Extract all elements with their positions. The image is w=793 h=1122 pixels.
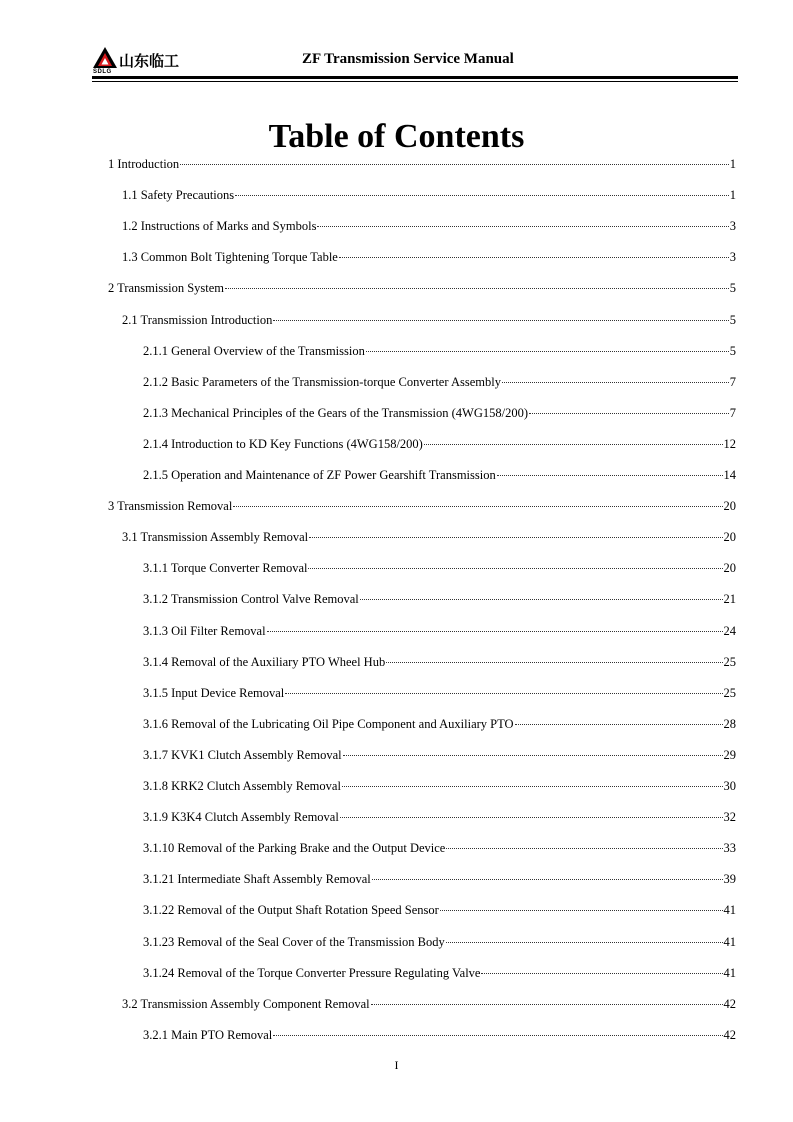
toc-entry[interactable]: [143, 962, 736, 981]
manual-title: ZF Transmission Service Manual: [302, 51, 514, 67]
toc-entry-title: 1 Introduction: [108, 157, 180, 171]
toc-entry-page: 5: [729, 312, 736, 327]
toc-entry[interactable]: [108, 495, 736, 514]
toc-entry-page: 42: [723, 996, 736, 1011]
toc-dot-leader: [371, 990, 723, 1005]
toc-entry[interactable]: [122, 246, 736, 265]
logo-chinese-text: 山东临工: [119, 52, 180, 70]
toc-entry-title: 2.1.1 General Overview of the Transmission: [143, 343, 365, 358]
header-rule-thin: [92, 81, 738, 82]
toc-entry[interactable]: [143, 340, 736, 359]
toc-dot-leader: [342, 772, 723, 787]
toc-entry-title: 3.1 Transmission Assembly Removal: [122, 530, 309, 545]
toc-entry-page: 42: [723, 1027, 736, 1042]
toc-dot-leader: [360, 585, 723, 600]
toc-entry-page: 14: [723, 468, 736, 482]
toc-dot-leader: [273, 1021, 722, 1036]
toc-entry[interactable]: [143, 775, 736, 794]
toc-entry-title: 3.2.1 Main PTO Removal: [143, 1027, 273, 1042]
toc-dot-leader: [515, 710, 723, 725]
toc-entry[interactable]: [143, 433, 736, 452]
toc-dot-leader: [180, 150, 729, 165]
toc-dot-leader: [366, 337, 729, 352]
page-title: Table of Contents: [268, 117, 525, 155]
toc-entry-title: 3.1.5 Input Device Removal: [143, 685, 285, 700]
toc-entry[interactable]: [143, 1024, 736, 1043]
toc-entry-title: 3.1.8 KRK2 Clutch Assembly Removal: [143, 779, 341, 793]
toc-entry-title: 3 Transmission Removal: [108, 499, 233, 514]
toc-dot-leader: [225, 274, 729, 289]
company-logo: [92, 46, 202, 76]
toc-entry-page: 25: [723, 654, 736, 669]
toc-entry[interactable]: [143, 744, 736, 763]
toc-entry[interactable]: [122, 184, 736, 203]
toc-entry-page: 5: [729, 281, 736, 296]
toc-entry-title: 1.2 Instructions of Marks and Symbols: [122, 219, 317, 234]
toc-dot-leader: [340, 803, 723, 818]
toc-entry-page: 1: [729, 157, 736, 171]
toc-dot-leader: [446, 834, 722, 849]
toc-dot-leader: [233, 492, 722, 507]
toc-entry[interactable]: [143, 899, 736, 918]
toc-entry-title: 3.1.23 Removal of the Seal Cover of the Transmission Body: [143, 934, 445, 949]
toc-entry[interactable]: [122, 526, 736, 545]
toc-entry-page: 3: [729, 219, 736, 234]
toc-entry[interactable]: [143, 588, 736, 607]
toc-dot-leader: [273, 306, 728, 321]
toc-entry-title: 3.1.22 Removal of the Output Shaft Rotation Speed Sensor: [143, 903, 439, 918]
toc-entry-page: 32: [723, 810, 736, 825]
toc-dot-leader: [309, 523, 722, 538]
toc-entry-title: 2.1.3 Mechanical Principles of the Gears of the Transmission (4WG158/200): [143, 405, 529, 420]
toc-entry-title: 3.1.21 Intermediate Shaft Assembly Removal: [143, 872, 371, 887]
toc-entry[interactable]: [143, 402, 736, 421]
toc-dot-leader: [529, 399, 729, 414]
toc-entry[interactable]: [108, 277, 736, 296]
toc-entry[interactable]: [143, 682, 736, 701]
toc-entry-title: 3.1.1 Torque Converter Removal: [143, 561, 308, 576]
toc-entry-page: 7: [729, 374, 736, 389]
toc-dot-leader: [446, 928, 723, 943]
toc-entry[interactable]: [108, 153, 736, 172]
toc-entry-page: 20: [723, 499, 736, 514]
toc-dot-leader: [502, 368, 729, 383]
toc-entry-page: 20: [723, 530, 736, 545]
toc-dot-leader: [267, 617, 723, 632]
toc-entry-page: 39: [723, 872, 736, 887]
toc-entry-title: 3.2 Transmission Assembly Component Removal: [122, 996, 370, 1011]
toc-entry[interactable]: [143, 868, 736, 887]
toc-entry-title: 3.1.10 Removal of the Parking Brake and the Output Device: [143, 841, 446, 856]
toc-entry[interactable]: [143, 371, 736, 390]
header-rule-thick: [92, 76, 738, 79]
page-number: I: [394, 1058, 399, 1072]
toc-entry[interactable]: [143, 931, 736, 950]
toc-entry-title: 3.1.3 Oil Filter Removal: [143, 623, 266, 638]
toc-entry[interactable]: [143, 651, 736, 670]
toc-entry-title: 3.1.2 Transmission Control Valve Removal: [143, 592, 359, 607]
toc-entry-page: 25: [723, 685, 736, 700]
toc-dot-leader: [386, 648, 722, 663]
toc-dot-leader: [343, 741, 723, 756]
toc-entry-title: 3.1.9 K3K4 Clutch Assembly Removal: [143, 810, 339, 825]
logo-sub-text: SDLG: [93, 69, 112, 75]
toc-entry-page: 21: [723, 592, 736, 607]
toc-entry-page: 20: [723, 561, 736, 576]
toc-entry-page: 41: [723, 903, 736, 918]
toc-entry-title: 3.1.7 KVK1 Clutch Assembly Removal: [143, 747, 342, 762]
toc-entry-page: 41: [723, 965, 736, 980]
toc-entry-title: 1.1 Safety Precautions: [122, 188, 235, 203]
toc-entry-title: 3.1.6 Removal of the Lubricating Oil Pipe Component and Auxiliary PTO: [143, 716, 514, 731]
toc-entry-title: 2.1.4 Introduction to KD Key Functions (4WG158/200): [143, 436, 423, 451]
toc-dot-leader: [440, 896, 723, 911]
toc-entry-title: 1.3 Common Bolt Tightening Torque Table: [122, 250, 338, 265]
toc-entry-page: 30: [723, 779, 736, 793]
toc-entry-page: 29: [723, 747, 736, 762]
toc-entry[interactable]: [143, 713, 736, 732]
toc-entry-page: 24: [723, 623, 736, 638]
toc-entry[interactable]: [143, 557, 736, 576]
toc-entry-title: 3.1.4 Removal of the Auxiliary PTO Wheel Hub: [143, 654, 386, 669]
toc-entry-title: 2.1.2 Basic Parameters of the Transmission-torque Converter Assembly: [143, 374, 501, 389]
toc-entry[interactable]: [143, 806, 736, 825]
toc-entry-page: 33: [723, 841, 736, 856]
toc-entry-page: 1: [729, 188, 736, 203]
toc-entry-title: 2.1.5 Operation and Maintenance of ZF Power Gearshift Transmission: [143, 468, 496, 482]
toc-entry[interactable]: [143, 837, 736, 856]
toc-dot-leader: [235, 181, 729, 196]
toc-dot-leader: [481, 959, 722, 974]
toc-entry-page: 5: [729, 343, 736, 358]
toc-entry[interactable]: [122, 993, 736, 1012]
toc-entry-page: 41: [723, 934, 736, 949]
toc-dot-leader: [339, 243, 729, 258]
sdlg-logo-icon: [92, 46, 118, 70]
toc-entry-page: 28: [723, 716, 736, 731]
toc-entry-page: 12: [723, 436, 736, 451]
toc-dot-leader: [372, 865, 723, 880]
toc-dot-leader: [317, 212, 728, 227]
toc-entry-title: 2 Transmission System: [108, 281, 225, 296]
toc-entry[interactable]: [143, 620, 736, 639]
toc-entry-title: 3.1.24 Removal of the Torque Converter Pressure Regulating Valve: [143, 965, 481, 980]
toc-entry[interactable]: [143, 464, 736, 483]
toc-dot-leader: [424, 430, 723, 445]
toc-entry[interactable]: [122, 215, 736, 234]
toc-entry-page: 3: [729, 250, 736, 265]
toc-entry[interactable]: [122, 309, 736, 328]
toc-dot-leader: [308, 554, 722, 569]
toc-entry-title: 2.1 Transmission Introduction: [122, 312, 273, 327]
toc-dot-leader: [285, 679, 722, 694]
toc-dot-leader: [497, 461, 723, 476]
toc-entry-page: 7: [729, 405, 736, 420]
